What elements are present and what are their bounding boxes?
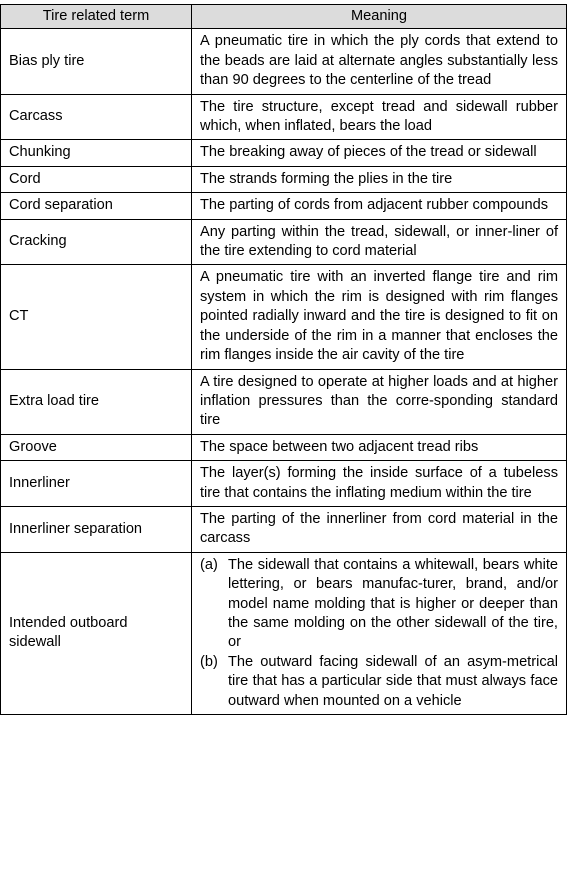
list-item-marker: (b) <box>200 653 218 670</box>
term-cell: Cracking <box>1 219 192 265</box>
meaning-cell: Any parting within the tread, sidewall, or inner-liner of the tire extending to cord material <box>192 219 567 265</box>
table-row <box>1 219 567 265</box>
table-row <box>1 369 567 434</box>
meaning-list <box>200 556 558 711</box>
meaning-cell: The tire structure, except tread and sidewall rubber which, when inflated, bears the load <box>192 94 567 140</box>
list-item-marker: (a) <box>200 556 218 573</box>
list-item-text: The sidewall that contains a whitewall, bears white lettering, or bears manufac-turer, brand, and/or model name molding that is higher or deeper than the same molding on the other sidewall of the tire, or <box>228 556 558 651</box>
meaning-cell: The breaking away of pieces of the tread or sidewall <box>192 140 567 166</box>
table-row <box>1 552 567 714</box>
tire-terms-table <box>0 4 567 715</box>
term-cell: Carcass <box>1 94 192 140</box>
meaning-cell: A pneumatic tire with an inverted flange tire and rim system in which the rim is designed with rim flanges pointed radially inward and the tire is designed to fit on the underside of the rim in a manner that encloses the rim flanges inside the air cavity of the tire <box>192 265 567 369</box>
table-row <box>1 193 567 219</box>
column-header-meaning: Meaning <box>192 5 567 29</box>
table-body <box>1 29 567 715</box>
table-row <box>1 94 567 140</box>
column-header-term: Tire related term <box>1 5 192 29</box>
meaning-list-item <box>200 556 558 653</box>
meaning-cell: A pneumatic tire in which the ply cords that extend to the beads are laid at alternate angles substantially less than 90 degrees to the centerline of the tread <box>192 29 567 94</box>
term-cell: Bias ply tire <box>1 29 192 94</box>
table-row <box>1 140 567 166</box>
table-row <box>1 434 567 460</box>
table-header <box>1 5 567 29</box>
table-row <box>1 265 567 369</box>
term-cell: Chunking <box>1 140 192 166</box>
table-row <box>1 166 567 192</box>
term-cell: CT <box>1 265 192 369</box>
term-cell: Intended outboard sidewall <box>1 552 192 714</box>
term-cell: Cord <box>1 166 192 192</box>
meaning-cell: The space between two adjacent tread ribs <box>192 434 567 460</box>
term-cell: Innerliner separation <box>1 506 192 552</box>
term-cell: Cord separation <box>1 193 192 219</box>
table-row <box>1 506 567 552</box>
table-row <box>1 461 567 507</box>
meaning-list-item <box>200 653 558 711</box>
table-row <box>1 29 567 94</box>
header-row <box>1 5 567 29</box>
meaning-cell: A tire designed to operate at higher loads and at higher inflation pressures than the corre-sponding standard tire <box>192 369 567 434</box>
term-cell: Groove <box>1 434 192 460</box>
meaning-cell: The parting of the innerliner from cord material in the carcass <box>192 506 567 552</box>
meaning-cell: The parting of cords from adjacent rubber compounds <box>192 193 567 219</box>
list-item-text: The outward facing sidewall of an asym-metrical tire that has a particular side that must always face outward when mounted on a vehicle <box>228 653 558 709</box>
term-cell: Innerliner <box>1 461 192 507</box>
meaning-cell: The strands forming the plies in the tire <box>192 166 567 192</box>
meaning-cell <box>192 552 567 714</box>
term-cell: Extra load tire <box>1 369 192 434</box>
meaning-cell: The layer(s) forming the inside surface of a tubeless tire that contains the inflating medium within the tire <box>192 461 567 507</box>
